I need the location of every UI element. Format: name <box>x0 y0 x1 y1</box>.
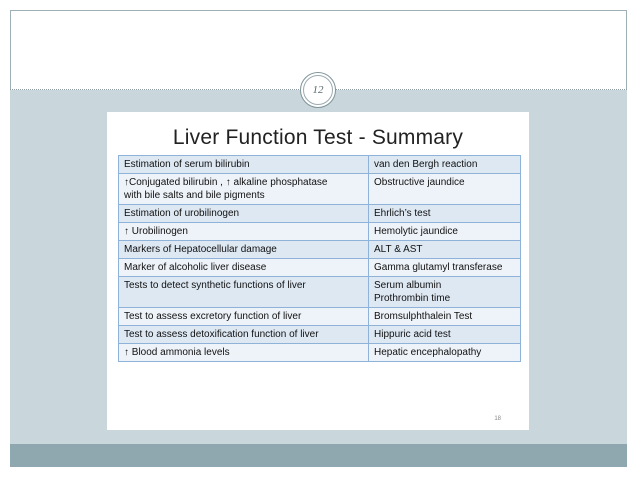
result-cell: ALT & AST <box>369 241 521 259</box>
result-cell: Hepatic encephalopathy <box>369 344 521 362</box>
result-cell: Ehrlich’s test <box>369 205 521 223</box>
test-cell: Test to assess detoxification function of liver <box>119 326 369 344</box>
result-cell: Hippuric acid test <box>369 326 521 344</box>
result-cell: Obstructive jaundice <box>369 174 521 205</box>
table-row <box>119 259 521 277</box>
test-cell: Marker of alcoholic liver disease <box>119 259 369 277</box>
test-cell: Estimation of urobilinogen <box>119 205 369 223</box>
test-cell: Estimation of serum bilirubin <box>119 156 369 174</box>
embedded-slide <box>107 112 529 430</box>
result-cell: Gamma glutamyl transferase <box>369 259 521 277</box>
test-cell: ↑ Urobilinogen <box>119 223 369 241</box>
table-row <box>119 223 521 241</box>
test-cell: Tests to detect synthetic functions of liver <box>119 277 369 308</box>
test-cell: ↑Conjugated bilirubin , ↑ alkaline phosphatase with bile salts and bile pigments <box>119 174 369 205</box>
table-row <box>119 156 521 174</box>
slide-title: Liver Function Test - Summary <box>172 126 464 149</box>
test-cell: ↑ Blood ammonia levels <box>119 344 369 362</box>
page-number: 12 <box>303 75 333 105</box>
slide-number: 18 <box>494 416 501 422</box>
table-row <box>119 241 521 259</box>
page-number-badge <box>300 72 336 108</box>
result-cell: Hemolytic jaundice <box>369 223 521 241</box>
result-cell: van den Bergh reaction <box>369 156 521 174</box>
table-row <box>119 344 521 362</box>
table-row <box>119 308 521 326</box>
test-cell: Markers of Hepatocellular damage <box>119 241 369 259</box>
table-row <box>119 174 521 205</box>
result-cell: Bromsulphthalein Test <box>369 308 521 326</box>
table-row <box>119 326 521 344</box>
table-row <box>119 205 521 223</box>
summary-table <box>118 155 521 362</box>
test-cell: Test to assess excretory function of liver <box>119 308 369 326</box>
result-cell: Serum albumin Prothrombin time <box>369 277 521 308</box>
table-row <box>119 277 521 308</box>
footer-band <box>10 444 627 467</box>
